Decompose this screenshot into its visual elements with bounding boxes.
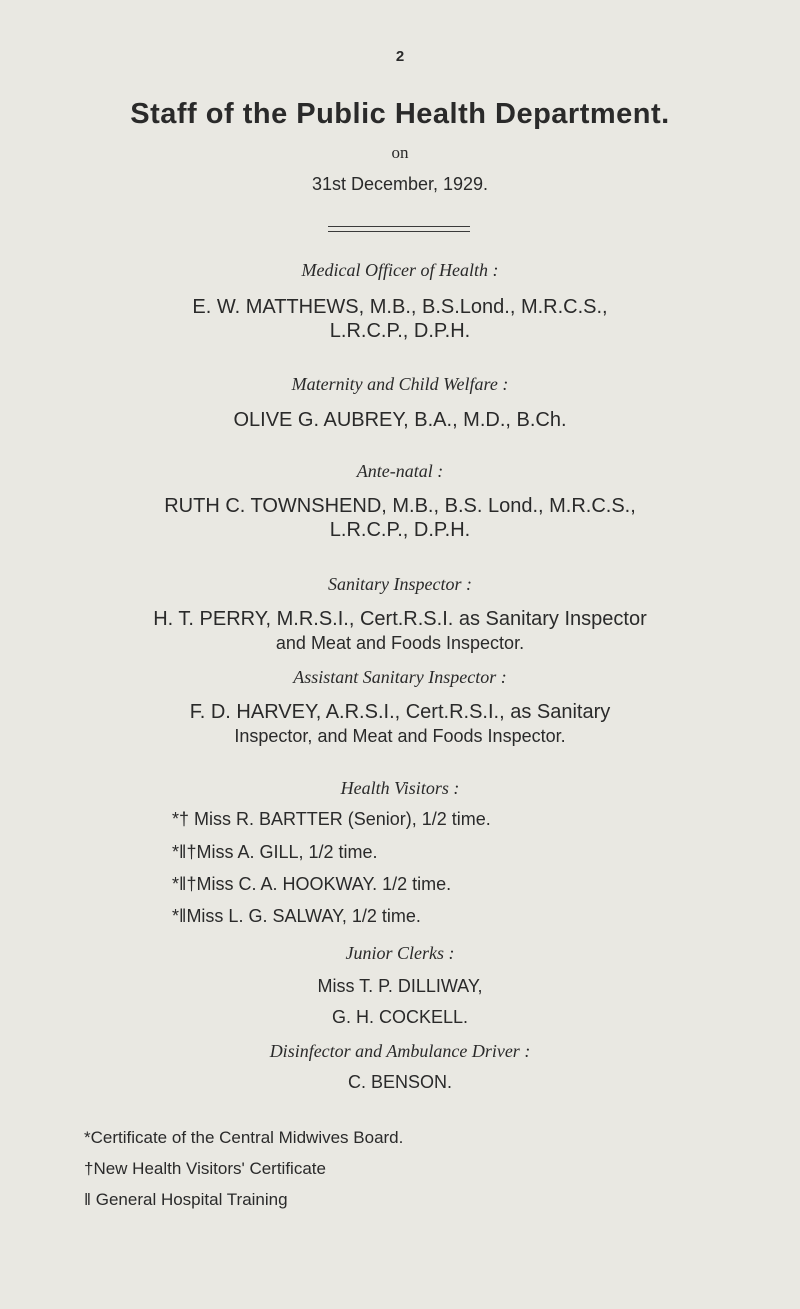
health-visitor-item: *‖†Miss A. GILL, 1/2 time. [172, 842, 378, 862]
section-heading: Ante-natal : [356, 461, 444, 481]
subtitle-on: on [391, 143, 409, 162]
staff-line: RUTH C. TOWNSHEND, M.B., B.S. Lond., M.R.C.S., [164, 495, 636, 517]
staff-line: H. T. PERRY, M.R.S.I., Cert.R.S.I. as Sanitary Inspector [153, 608, 647, 630]
staff-line: E. W. MATTHEWS, M.B., B.S.Lond., M.R.C.S., [192, 296, 608, 318]
staff-line: and Meat and Foods Inspector. [275, 633, 525, 653]
divider-rule-top [328, 226, 470, 227]
staff-line: L.R.C.P., D.P.H. [329, 519, 471, 541]
section-heading: Maternity and Child Welfare : [291, 374, 509, 394]
footnote-hospital: ‖ General Hospital Training [84, 1190, 288, 1209]
footnote-midwives: *Certificate of the Central Midwives Board. [84, 1128, 404, 1147]
staff-line: Miss T. P. DILLIWAY, [317, 976, 483, 996]
section-disinfector [40, 1040, 760, 1094]
section-assistant-inspector [40, 666, 760, 748]
section-maternity [40, 373, 760, 432]
section-medical-officer [40, 259, 760, 343]
health-visitor-item: *‖Miss L. G. SALWAY, 1/2 time. [172, 906, 421, 926]
section-antenatal [40, 460, 760, 542]
section-heading: Sanitary Inspector : [328, 574, 472, 594]
section-sanitary-inspector [40, 573, 760, 655]
staff-line: G. H. COCKELL. [331, 1007, 469, 1027]
section-heading: Disinfector and Ambulance Driver : [269, 1041, 531, 1061]
health-visitor-item: *† Miss R. BARTTER (Senior), 1/2 time. [172, 809, 491, 829]
section-health-visitors-heading [40, 777, 760, 799]
section-heading: Health Visitors : [340, 778, 460, 798]
section-heading: Assistant Sanitary Inspector : [293, 667, 507, 687]
section-heading: Junior Clerks : [345, 943, 455, 963]
footnote-health-visitors: †New Health Visitors' Certificate [84, 1159, 326, 1178]
health-visitor-item: *‖†Miss C. A. HOOKWAY. 1/2 time. [172, 874, 452, 894]
section-junior-clerks [40, 942, 760, 1029]
page-title: Staff of the Public Health Department. [130, 98, 670, 130]
section-heading: Medical Officer of Health : [301, 260, 499, 280]
divider-rule-bottom [328, 231, 470, 232]
staff-line: C. BENSON. [347, 1072, 453, 1092]
report-date: 31st December, 1929. [311, 174, 489, 194]
staff-line: Inspector, and Meat and Foods Inspector. [234, 726, 566, 746]
staff-line: F. D. HARVEY, A.R.S.I., Cert.R.S.I., as Sanitary [189, 701, 611, 723]
staff-line: L.R.C.P., D.P.H. [329, 320, 471, 342]
page-number: 2 [395, 48, 405, 65]
staff-line: OLIVE G. AUBREY, B.A., M.D., B.Ch. [233, 409, 567, 431]
